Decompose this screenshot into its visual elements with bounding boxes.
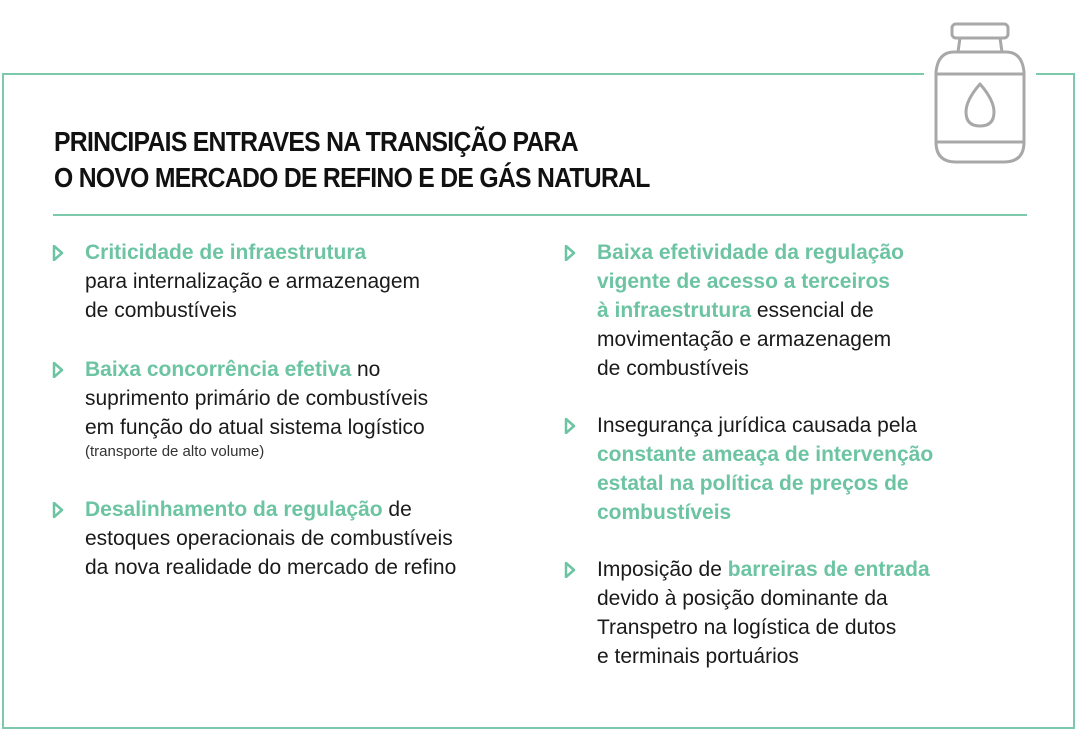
- item-text: para internalização e armazenagem: [85, 270, 421, 293]
- item-text: Transpetro na logística de dutos: [597, 616, 897, 639]
- chevron-right-icon: [564, 562, 576, 578]
- item-text: devido à posição dominante da: [597, 587, 888, 610]
- item-highlight: Baixa concorrência efetiva: [85, 358, 352, 381]
- item-text: da nova realidade do mercado de refino: [85, 556, 457, 579]
- list-item: [564, 555, 1044, 671]
- item-highlight: Criticidade de infraestrutura: [85, 241, 367, 264]
- item-highlight: constante ameaça de intervenção: [597, 443, 934, 466]
- item-text: Imposição de: [597, 558, 728, 581]
- left-column: [52, 238, 522, 582]
- item-text: Insegurança jurídica causada pela: [597, 414, 917, 437]
- item-highlight: vigente de acesso a terceiros: [597, 270, 890, 293]
- item-text: movimentação e armazenagem: [597, 328, 892, 351]
- right-column: [564, 238, 1044, 671]
- item-text: de combustíveis: [85, 299, 237, 322]
- list-item: [564, 238, 1044, 383]
- list-item: [52, 238, 522, 325]
- item-highlight: combustíveis: [597, 501, 732, 524]
- item-text: essencial de: [751, 299, 874, 322]
- item-note: (transporte de alto volume): [85, 443, 265, 460]
- icon-container: [924, 16, 1036, 168]
- item-text: em função do atual sistema logístico: [85, 416, 425, 439]
- chevron-right-icon: [564, 418, 576, 434]
- page-title: [54, 124, 650, 196]
- chevron-right-icon: [564, 245, 576, 261]
- item-text: estoques operacionais de combustíveis: [85, 527, 453, 550]
- item-text: suprimento primário de combustíveis: [85, 387, 429, 410]
- item-highlight: Desalinhamento da regulação: [85, 498, 383, 521]
- title-line-1: PRINCIPAIS ENTRAVES NA TRANSIÇÃO PARA: [54, 126, 578, 157]
- title-divider: [53, 214, 1027, 216]
- item-highlight: Baixa efetividade da regulação: [597, 241, 904, 264]
- item-text: no: [351, 358, 381, 381]
- list-item: [52, 495, 522, 582]
- chevron-right-icon: [52, 362, 64, 378]
- chevron-right-icon: [52, 502, 64, 518]
- item-highlight: à infraestrutura: [597, 299, 752, 322]
- item-text: e terminais portuários: [597, 645, 799, 668]
- item-text: de combustíveis: [597, 357, 749, 380]
- item-text: de: [382, 498, 412, 521]
- title-line-2: O NOVO MERCADO DE REFINO E DE GÁS NATURAL: [54, 162, 650, 193]
- item-highlight: barreiras de entrada: [727, 558, 930, 581]
- item-highlight: estatal na política de preços de: [597, 472, 909, 495]
- gas-cylinder-icon: [928, 16, 1032, 166]
- list-item: [564, 411, 1044, 527]
- list-item: [52, 355, 522, 462]
- chevron-right-icon: [52, 245, 64, 261]
